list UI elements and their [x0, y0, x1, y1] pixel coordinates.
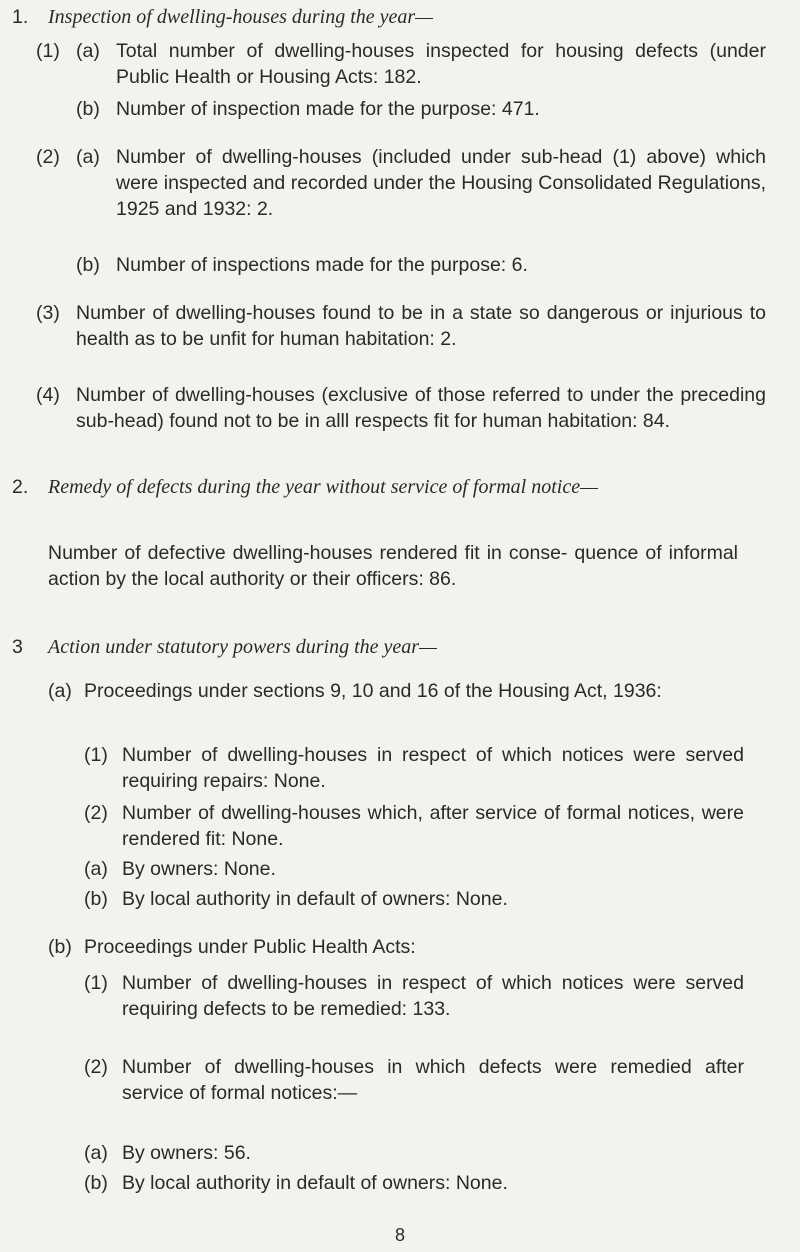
item-text: Number of dwelling-houses (included under sub-head (1) above) which were inspected and recorded under the Housing Consolidated Regulations, 1925 and 1932: 2. — [116, 146, 766, 220]
section-number: 3 — [12, 636, 23, 658]
section-number: 1. — [12, 6, 29, 28]
item-label: (b) — [84, 1172, 108, 1194]
item-label: (a) — [84, 1142, 108, 1164]
section-number: 2. — [12, 476, 29, 498]
item-text: By owners: None. — [122, 858, 276, 880]
item-sublabel: (b) — [76, 98, 100, 120]
item-label: (2) — [84, 1056, 108, 1078]
item-text: Total number of dwelling-houses inspected for housing defects (under Public Health or Housing Acts: 182. — [116, 40, 766, 88]
item-label: (1) — [36, 40, 60, 62]
item-sublabel: (a) — [76, 40, 100, 62]
item-label: (3) — [36, 302, 60, 324]
item-label: (2) — [36, 146, 60, 168]
item-text: By local authority in default of owners: None. — [122, 1172, 508, 1194]
item-text: Number of inspection made for the purpose: 471. — [116, 98, 540, 120]
section-title: Action under statutory powers during the year— — [48, 636, 437, 658]
item-text: By owners: 56. — [122, 1142, 251, 1164]
item-label: (1) — [84, 972, 108, 994]
subsection-text: Proceedings under sections 9, 10 and 16 of the Housing Act, 1936: — [84, 680, 662, 702]
page-number: 8 — [394, 1225, 405, 1245]
subsection-text: Proceedings under Public Health Acts: — [84, 936, 416, 958]
item-label: (1) — [84, 744, 108, 766]
item-text: By local authority in default of owners: None. — [122, 888, 508, 910]
body-text: Number of defective dwelling-houses rendered fit in conse- quence of informal action by the local authority or their officers: 86. — [48, 542, 738, 590]
subsection-label: (b) — [48, 936, 72, 958]
item-label: (4) — [36, 384, 60, 406]
item-text: Number of dwelling-houses in which defects were remedied after service of formal notices:— — [122, 1056, 744, 1104]
item-label: (b) — [84, 888, 108, 910]
item-text: Number of dwelling-houses in respect of which notices were served requiring repairs: None. — [122, 744, 744, 792]
item-text: Number of dwelling-houses which, after service of formal notices, were rendered fit: None. — [122, 802, 744, 850]
section-title: Remedy of defects during the year without service of formal notice— — [48, 476, 598, 498]
item-label: (a) — [84, 858, 108, 880]
item-text: Number of dwelling-houses (exclusive of those referred to under the preceding sub-head) found not to be in alll respects fit for human habitation: 84. — [76, 384, 766, 432]
item-text: Number of dwelling-houses in respect of which notices were served requiring defects to be remedied: 133. — [122, 972, 744, 1020]
item-text: Number of inspections made for the purpose: 6. — [116, 254, 528, 276]
item-text: Number of dwelling-houses found to be in a state so dangerous or injurious to health as to be unfit for human habitation: 2. — [76, 302, 766, 350]
item-sublabel: (b) — [76, 254, 100, 276]
item-sublabel: (a) — [76, 146, 100, 168]
subsection-label: (a) — [48, 680, 72, 702]
section-title: Inspection of dwelling-houses during the year— — [48, 6, 433, 28]
item-label: (2) — [84, 802, 108, 824]
